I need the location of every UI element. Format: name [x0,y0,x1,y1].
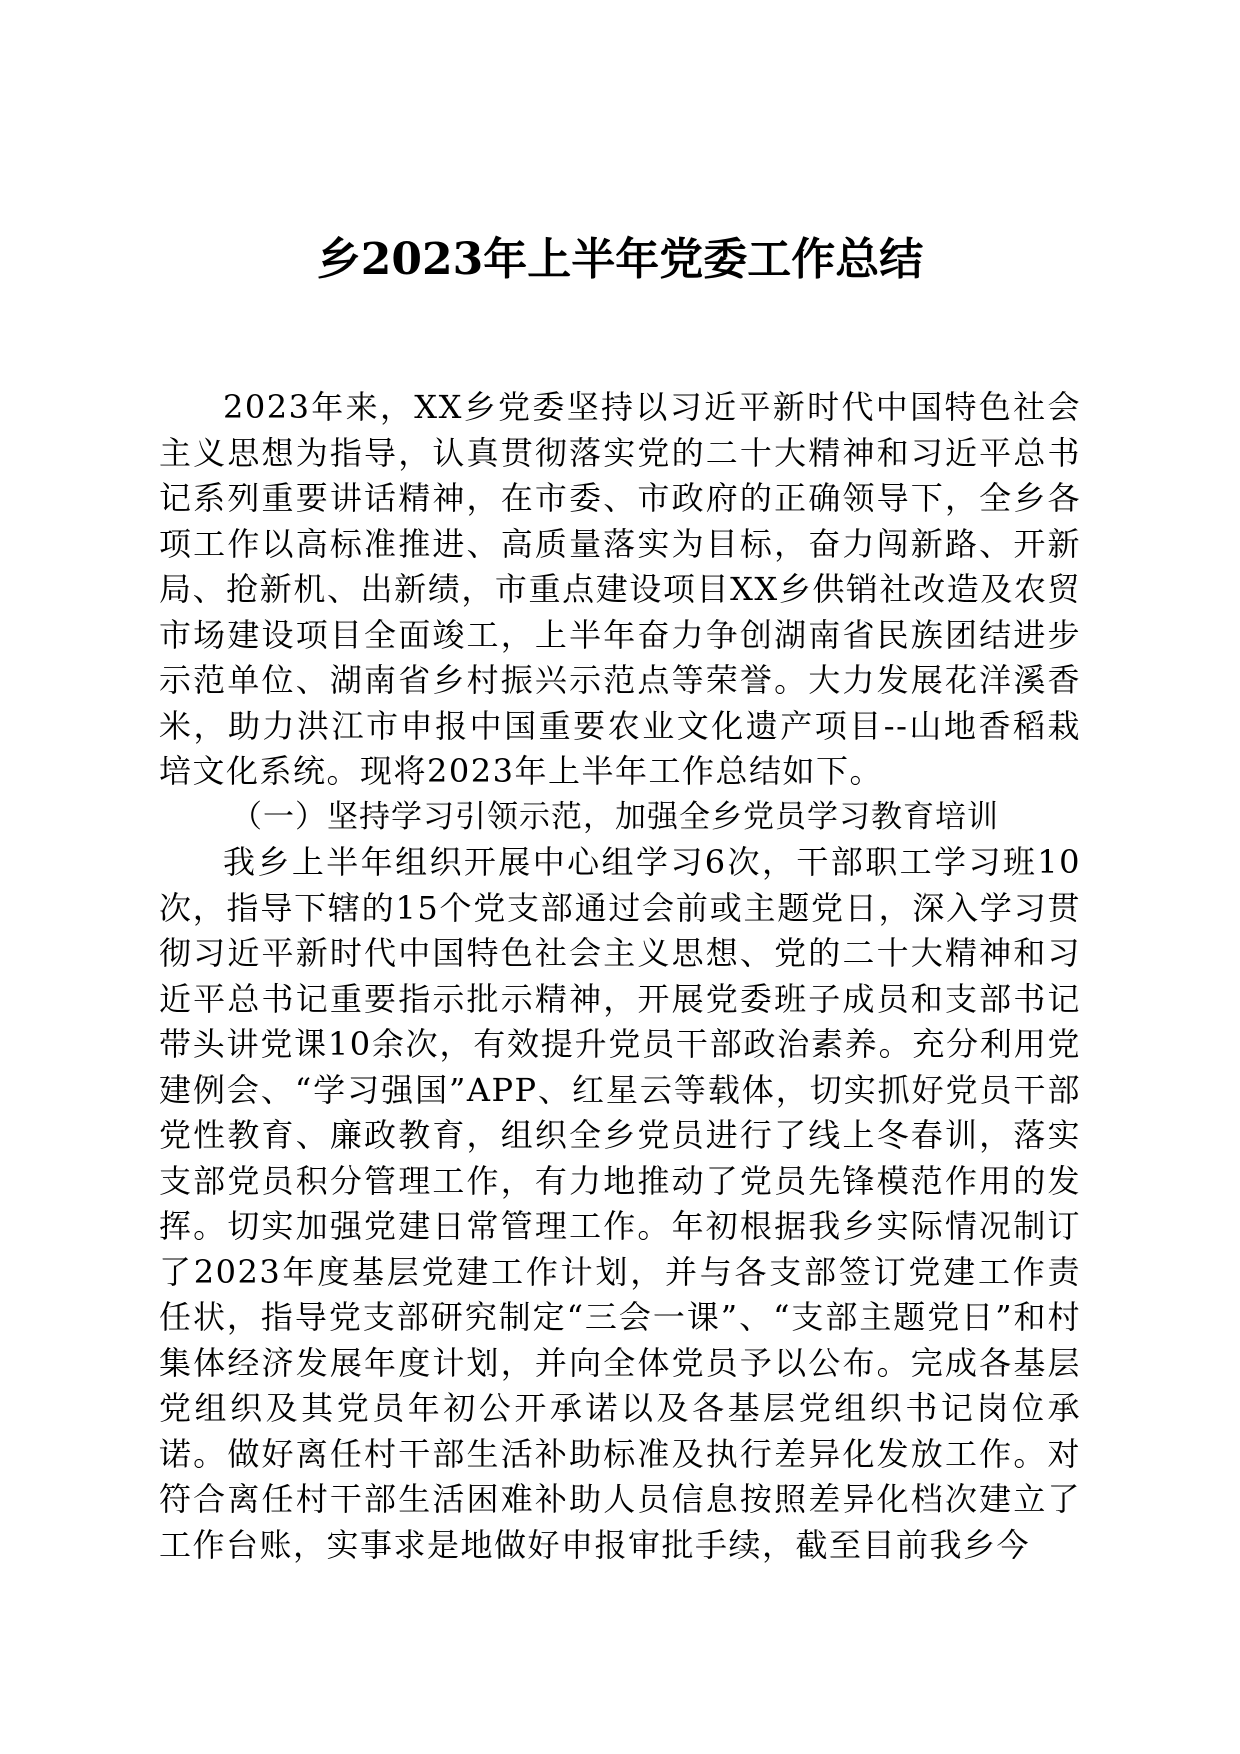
section-heading: （一）坚持学习引领示范，加强全乡党员学习教育培训 [231,798,999,835]
document-title: 乡2023年上半年党委工作总结 [316,234,924,285]
section-paragraph: 我乡上半年组织开展中心组学习6次，干部职工学习班10次，指导下辖的15个党支部通过会前或主题党日，深入学习贯彻习近平新时代中国特色社会主义思想、党的二十大精神和习近平总书记重要指示批示精神，开展党委班子成员和支部书记带头讲党课10余次，有效提升党员干部政治素养。充分利用党建例会、“学习强国”APP、红星云等载体，切实抓好党员干部党性教育、廉政教育，组织全乡党员进行了线上冬春训，落实支部党员积分管理工作，有力地推动了党员先锋模范作用的发挥。切实加强党建日常管理工作。年初根据我乡实际情况制订了2023年度基层党建工作计划，并与各支部签订党建工作责任状，指导党支部研究制定“三会一课”、“支部主题党日”和村集体经济发展年度计划，并向全体党员予以公布。完成各基层党组织及其党员年初公开承诺以及各基层党组织书记岗位承诺。做好离任村干部生活补助标准及执行差异化发放工作。对符合离任村干部生活困难补助人员信息按照差异化档次建立了工作台账，实事求是地做好申报审批手续，截至目前我乡今 [159,843,1081,1564]
intro-paragraph: 2023年来，XX乡党委坚持以习近平新时代中国特色社会主义思想为指导，认真贯彻落实党的二十大精神和习近平总书记系列重要讲话精神，在市委、市政府的正确领导下，全乡各项工作以高标准推进、高质量落实为目标，奋力闯新路、开新局、抢新机、出新绩，市重点建设项目XX乡供销社改造及农贸市场建设项目全面竣工，上半年奋力争创湖南省民族团结进步示范单位、湖南省乡村振兴示范点等荣誉。大力发展花洋溪香米，助力洪江市申报中国重要农业文化遗产项目--山地香稻栽培文化系统。现将2023年上半年工作总结如下。 [159,388,1081,790]
document-body [159,385,1081,1568]
